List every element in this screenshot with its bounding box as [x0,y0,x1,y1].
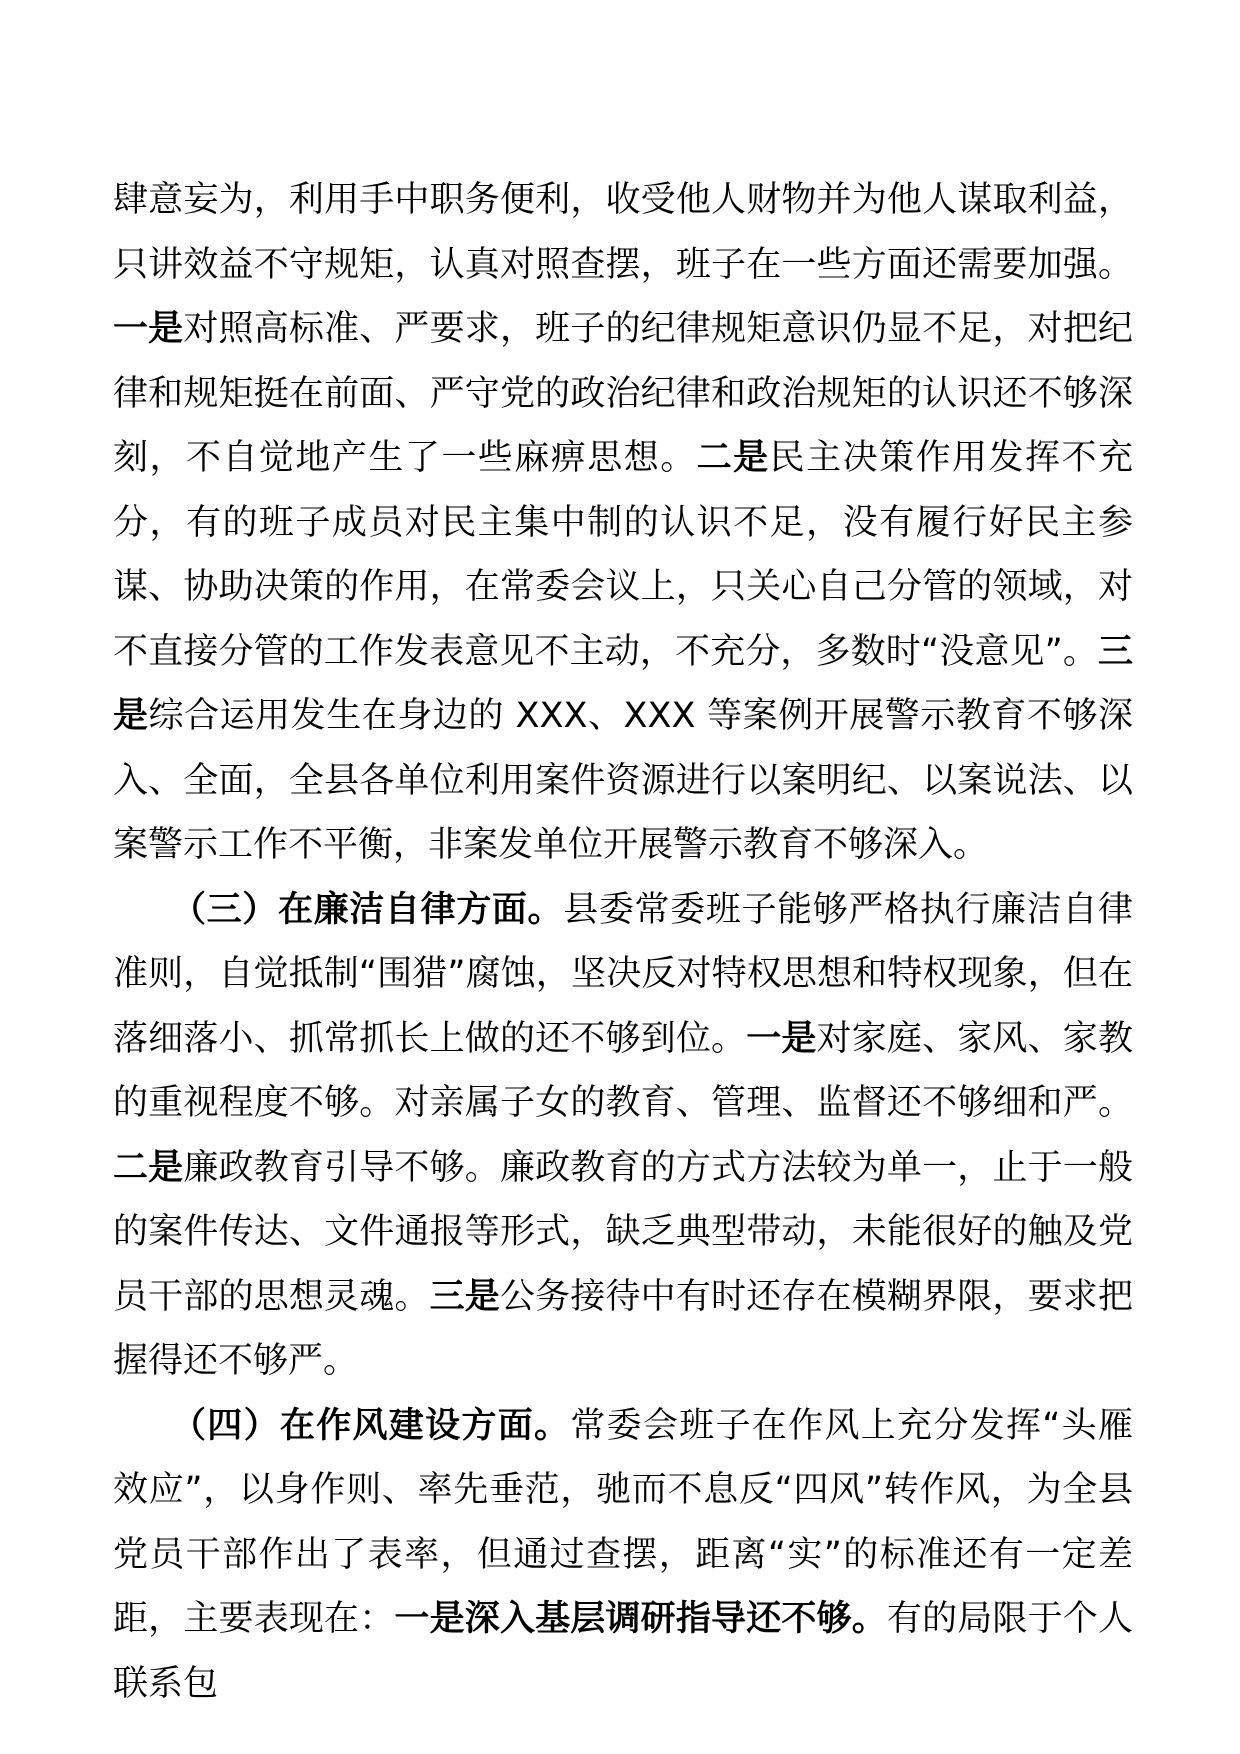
point-marker-three: 三是 [429,1276,500,1317]
paragraph-text: 对照高标准、严要求，班子的纪律规矩意识仍显不足，对把纪律和规矩挺在前面、严守党的政治纪律和政治规矩的认识还不够深刻，不自觉地产生了一些麻痹思想。 [113,309,1133,478]
paragraph-text: 对家庭、家风、家教的重视程度不够。对亲属子女的教育、管理、监督还不够细和严。 [113,1018,1133,1123]
section-heading-four: （四）在作风建设方面。 [171,1405,571,1446]
point-marker-three: 三是 [113,631,1133,736]
paragraph-text: 有的局限于个人联系包 [113,1599,1133,1704]
document-body [113,168,1133,1716]
point-heading-one: 一是深入基层调研指导还不够。 [394,1599,887,1639]
paragraph-text: 肆意妄为，利用手中职务便利，收受他人财物并为他人谋取利益，只讲效益不守规矩，认真对照查摆，班子在一些方面还需要加强。 [113,180,1133,285]
paragraph-text: 常委会班子在作风上充分发挥“头雁效应”，以身作则、率先垂范，驰而不息反“四风”转作风，为全县党员干部作出了表率，但通过查摆，距离“实”的标准还有一定差距，主要表现在： [113,1405,1133,1639]
paragraph-text: 民主决策作用发挥不充分，有的班子成员对民主集中制的认识不足，没有履行好民主参谋、协助决策的作用，在常委会议上，只关心自己分管的领域，对不直接分管的工作发表意见不主动，不充分，多数时“没意见”。 [113,438,1133,672]
paragraph-text: 县委常委班子能够严格执行廉洁自律准则，自觉抵制“围猎”腐蚀，坚决反对特权思想和特权现象，但在落细落小、抓常抓长上做的还不够到位。 [113,889,1133,1059]
paragraph-text: 廉政教育引导不够。廉政教育的方式方法较为单一，止于一般的案件传达、文件通报等形式，缺乏典型带动，未能很好的触及党员干部的思想灵魂。 [113,1147,1133,1317]
paragraph-work-style-section [113,1394,1133,1717]
point-marker-two: 二是 [113,1147,184,1188]
paragraph-discipline-issues [113,168,1133,878]
section-heading-three: （三）在廉洁自律方面。 [171,889,564,930]
paragraph-text: 公务接待中有时还存在模糊界限，要求把握得还不够严。 [113,1276,1133,1381]
point-marker-one: 一是 [113,309,184,349]
paragraph-integrity-section [113,878,1133,1394]
point-marker-one: 一是 [746,1018,817,1059]
point-marker-two: 二是 [696,438,770,478]
paragraph-text: 综合运用发生在身边的 XXX、XXX 等案例开展警示教育不够深入、全面，全县各单位利用案件资源进行以案明纪、以案说法、以案警示工作不平衡，非案发单位开展警示教育不够深入。 [113,696,1133,865]
